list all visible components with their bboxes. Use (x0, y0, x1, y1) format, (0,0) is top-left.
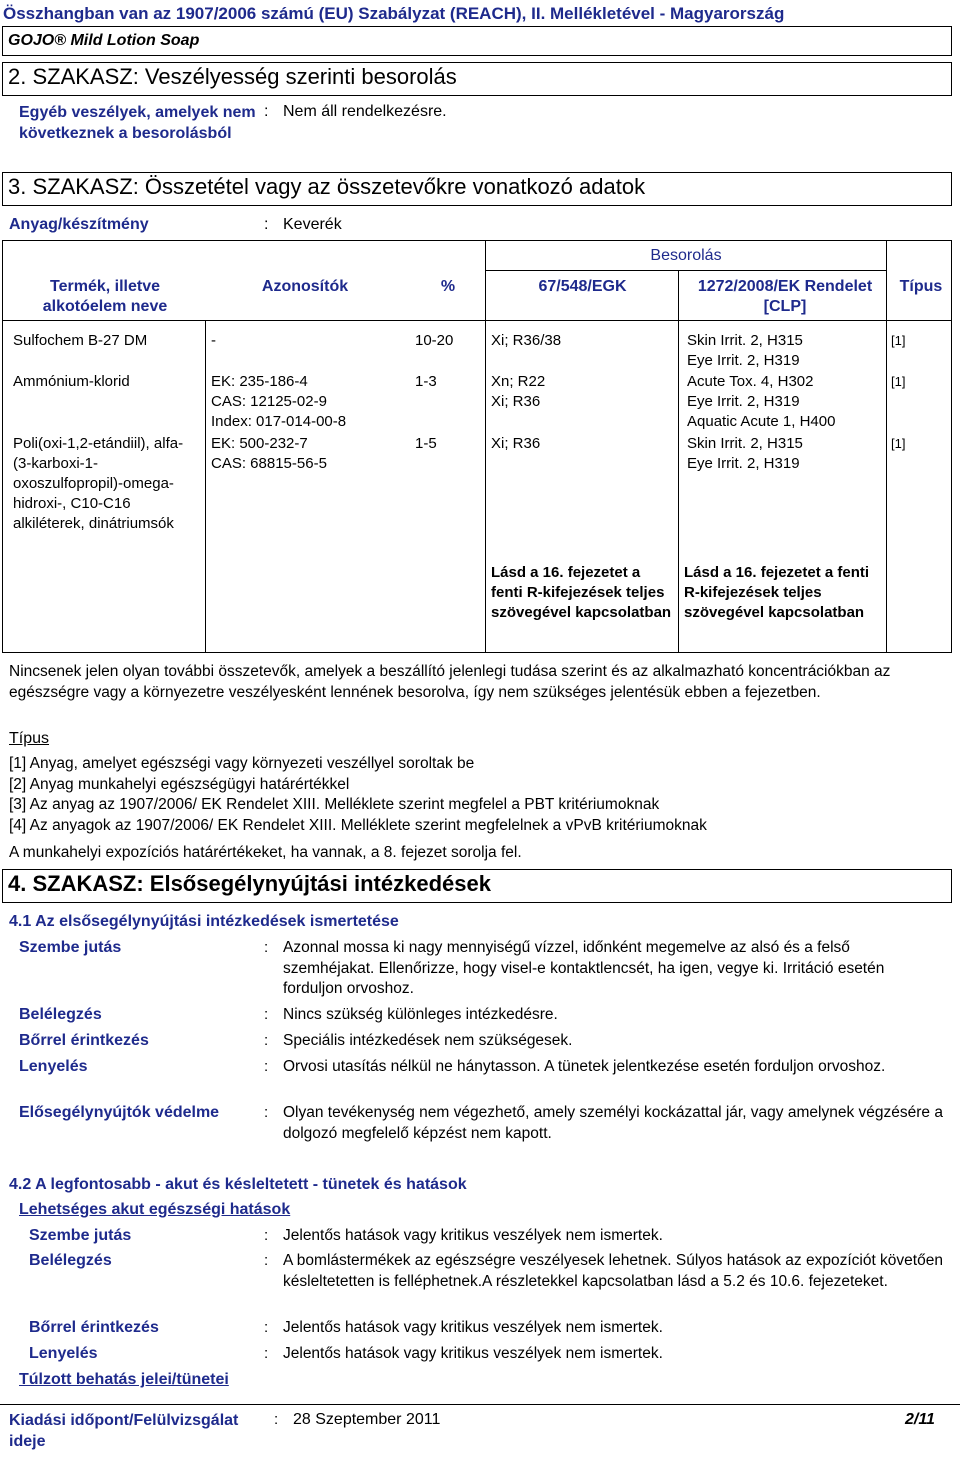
other-hazards-value: Nem áll rendelkezésre. (283, 103, 447, 120)
column-divider (678, 270, 679, 653)
first-aid-value-skin: Speciális intézkedések nem szükségesek. (283, 1032, 573, 1049)
colon: : (264, 1227, 269, 1244)
first-aid-label-responders: Elősegélynyújtók védelme (19, 1104, 220, 1121)
footer-page-number: 2/11 (905, 1411, 935, 1428)
table-cell-type: [1] (891, 333, 906, 348)
first-aid-value-responders: Olyan tevékenység nem végezhető, amely személyi kockázattal jár, vagy amelynek végzésére a dolgozó megfelelő képzést nem kapott. (283, 1104, 943, 1142)
table-cell-dsd: Xi; R36/38 (491, 332, 562, 349)
colon: : (264, 1319, 269, 1336)
table-cell-percent: 1-3 (415, 373, 437, 390)
first-aid-label-ingestion: Lenyelés (19, 1058, 88, 1075)
column-header-name: Termék, illetve alkotóelem neve (42, 278, 168, 315)
first-aid-value-eye: Azonnal mossa ki nagy mennyiségű vízzel, időnként megemelve az alsó és a felső szemhéjakat. Ellenőrizze, hogy visel-e kontaktlencsét, ha igen, vegye ki. Irritáció esetén forduljon orvoshoz. (283, 939, 885, 997)
colon: : (264, 1345, 269, 1362)
product-name-box (2, 26, 952, 56)
table-cell-percent: 10-20 (415, 332, 454, 349)
type-legend-item: [1] Anyag, amelyet egészségi vagy környezeti veszéllyel soroltak be (9, 755, 475, 772)
colon: : (264, 1252, 269, 1269)
product-name: GOJO® Mild Lotion Soap (8, 32, 200, 49)
table-cell-percent: 1-5 (415, 435, 437, 452)
classification-header: Besorolás (650, 247, 722, 264)
document-title: Összhangban van az 1907/2006 számú (EU) Szabályzat (REACH), II. Mellékletével - Magyarország (3, 4, 785, 23)
colon: : (264, 1058, 269, 1075)
table-cell-name: Poli(oxi-1,2-etándiil), alfa-(3-karboxi-1-oxoszulfopropil)-omega-hidroxi-, C10-C16 alkiléterek, dinátriumsók (13, 435, 184, 532)
column-header-type: Típus (899, 278, 943, 295)
table-cell-name: Ammónium-klorid (13, 373, 130, 390)
table-cell-name: Sulfochem B-27 DM (13, 332, 148, 349)
column-header-percent: % (440, 278, 456, 295)
table-cell-dsd: Xi; R36 (491, 435, 541, 452)
section-2-header (2, 62, 952, 96)
first-aid-value-ingestion: Orvosi utasítás nélkül ne hánytasson. A tünetek jelentkezése esetén forduljon orvoshoz. (283, 1058, 886, 1075)
substance-label: Anyag/készítmény (9, 216, 149, 233)
clp-note: Lásd a 16. fejezetet a fenti R-kifejezések teljes szövegével kapcsolatban (684, 564, 870, 621)
colon: : (264, 103, 269, 120)
type-heading: Típus (9, 730, 50, 747)
column-header-dsd: 67/548/EGK (538, 278, 627, 295)
acute-label-eye: Szembe jutás (29, 1227, 132, 1244)
column-header-clp: 1272/2008/EK Rendelet [CLP] (697, 278, 873, 315)
section-3-title: 3. SZAKASZ: Összetétel vagy az összetevőkre vonatkozó adatok (8, 174, 646, 199)
table-cell-clp: Skin Irrit. 2, H315 Eye Irrit. 2, H319 (687, 332, 803, 369)
colon: : (264, 1104, 269, 1121)
acute-label-ingestion: Lenyelés (29, 1345, 98, 1362)
section-4-header (2, 869, 952, 903)
section-4-title: 4. SZAKASZ: Elsősegélynyújtási intézkedések (8, 871, 491, 896)
type-legend (9, 754, 939, 836)
table-cell-ids: EK: 235-186-4 CAS: 12125-02-9 Index: 017-014-00-8 (211, 373, 347, 430)
column-header-identifiers: Azonosítók (261, 278, 349, 295)
table-cell-dsd: Xn; R22 Xi; R36 (491, 373, 546, 410)
footer-issue-date: 28 Szeptember 2011 (293, 1411, 441, 1428)
subsection-4-2-title: 4.2 A legfontosabb - akut és késleltetett - tünetek és hatások (9, 1176, 467, 1193)
section-2-title: 2. SZAKASZ: Veszélyesség szerinti besorolás (8, 64, 457, 89)
colon: : (264, 1032, 269, 1049)
colon: : (264, 939, 269, 956)
first-aid-label-skin: Bőrrel érintkezés (19, 1032, 149, 1049)
first-aid-value-inhalation: Nincs szükség különleges intézkedésre. (283, 1006, 558, 1023)
table-cell-ids: EK: 500-232-7 CAS: 68815-56-5 (211, 435, 327, 472)
additional-ingredients-paragraph: Nincsenek jelen olyan további összetevők, amelyek a beszállító jelenlegi tudása szerint és az alkalmazható koncentrációkban az egészségre vagy a környezetre veszélyesként lennének besorolva, így nem szükséges jelentésük ebben a fejezetben. (9, 663, 891, 701)
acute-value-inhalation: A bomlástermékek az egészségre veszélyesek lehetnek. Súlyos hatások az expozíciót követően késleltetetten is felléphetnek.A részletekkel kapcsolatban lásd a 5.2 és 10.6. fejezeteket. (283, 1252, 943, 1290)
acute-label-skin: Bőrrel érintkezés (29, 1319, 159, 1336)
table-cell-type: [1] (891, 436, 906, 451)
colon: : (264, 216, 269, 233)
dsd-note: Lásd a 16. fejezetet a fenti R-kifejezések teljes szövegével kapcsolatban (491, 564, 672, 621)
colon: : (274, 1411, 279, 1428)
acute-effects-heading: Lehetséges akut egészségi hatások (19, 1201, 291, 1218)
other-hazards-label: Egyéb veszélyek, amelyek nem következnek a besorolásból (19, 104, 256, 142)
section-3-header (2, 172, 952, 206)
colon: : (264, 1006, 269, 1023)
first-aid-label-inhalation: Belélegzés (19, 1006, 102, 1023)
header-divider (2, 320, 952, 321)
footer-issue-date-label: Kiadási időpont/Felülvizsgálat ideje (9, 1412, 239, 1450)
table-cell-clp: Acute Tox. 4, H302 Eye Irrit. 2, H319 Aquatic Acute 1, H400 (687, 373, 836, 430)
overexposure-heading: Túlzott behatás jelei/tünetei (19, 1371, 229, 1388)
type-legend-item: [3] Az anyag az 1907/2006/ EK Rendelet XIII. Melléklete szerint megfelel a PBT kritériumoknak (9, 796, 660, 813)
table-cell-ids: - (211, 332, 216, 349)
first-aid-label-eye: Szembe jutás (19, 939, 122, 956)
acute-value-eye: Jelentős hatások vagy kritikus veszélyek nem ismertek. (283, 1227, 663, 1244)
acute-label-inhalation: Belélegzés (29, 1252, 112, 1269)
subsection-4-1-title: 4.1 Az elsősegélynyújtási intézkedések ismertetése (9, 913, 399, 930)
type-legend-item: [4] Az anyagok az 1907/2006/ EK Rendelet XIII. Melléklete szerint megfelelnek a vPvB kritériumoknak (9, 816, 707, 834)
acute-value-ingestion: Jelentős hatások vagy kritikus veszélyek nem ismertek. (283, 1345, 663, 1362)
column-divider (485, 240, 486, 653)
type-legend-item: [2] Anyag munkahelyi egészségügyi határértékkel (9, 775, 350, 793)
table-cell-clp: Skin Irrit. 2, H315 Eye Irrit. 2, H319 (687, 435, 803, 472)
header-divider (485, 270, 886, 271)
footer-divider (0, 1404, 960, 1405)
acute-value-skin: Jelentős hatások vagy kritikus veszélyek nem ismertek. (283, 1319, 663, 1336)
column-divider (205, 320, 206, 653)
table-cell-type: [1] (891, 374, 906, 389)
substance-value: Keverék (283, 216, 342, 233)
exposure-note: A munkahelyi expozíciós határértékeket, ha vannak, a 8. fejezet sorolja fel. (9, 844, 522, 861)
